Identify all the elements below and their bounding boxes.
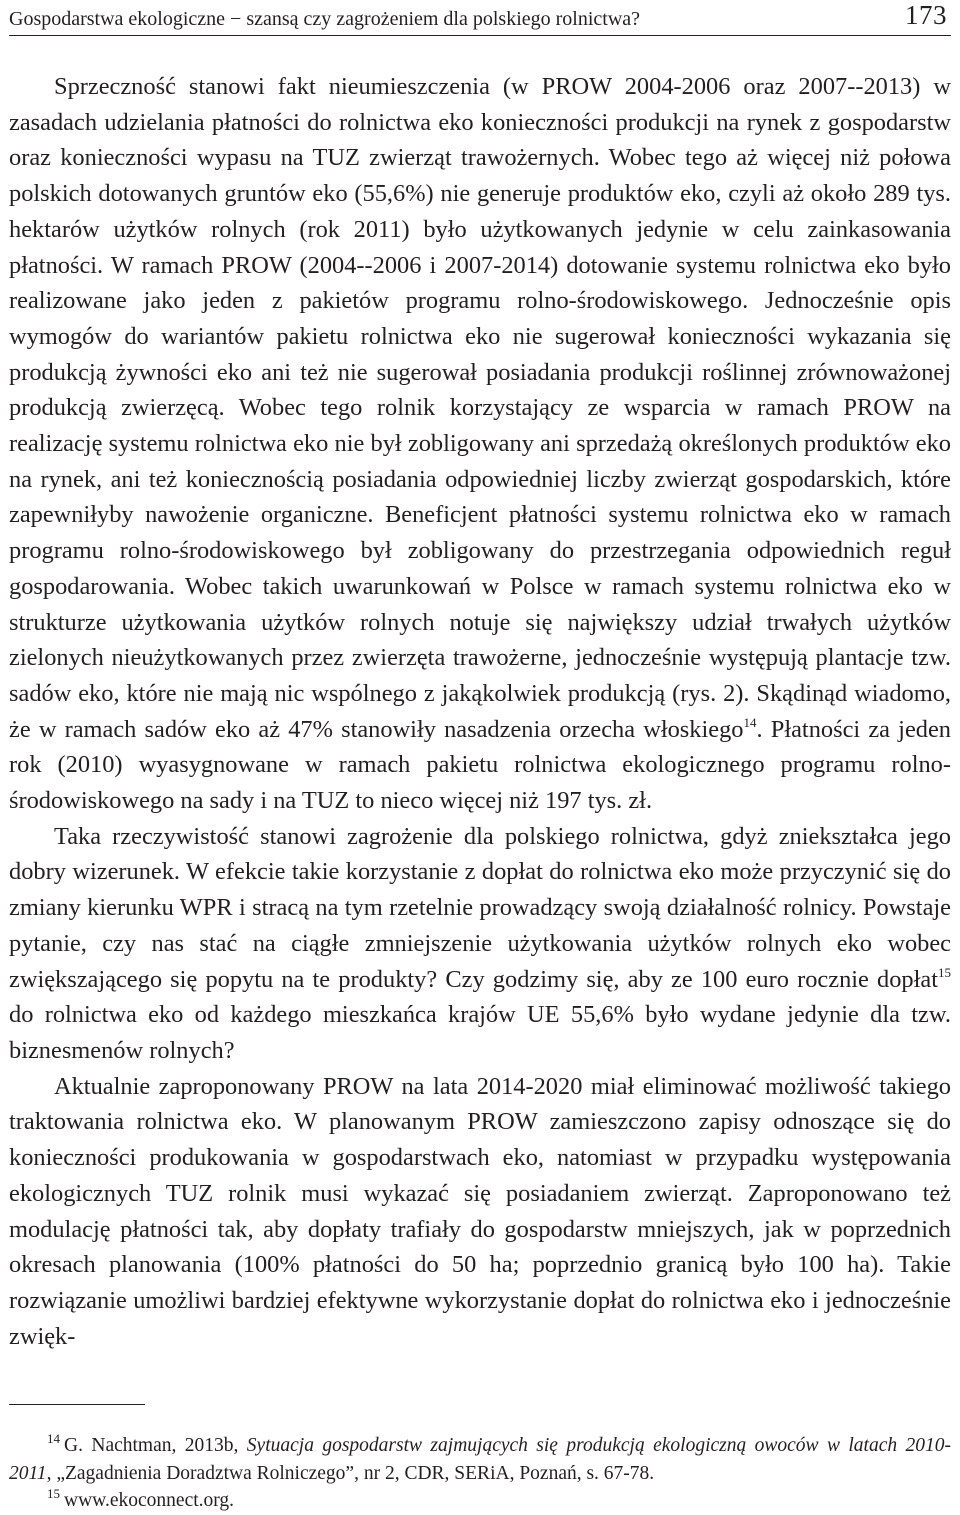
paragraph-3: Aktualnie zaproponowany PROW na lata 2014-2020 miał eliminować możliwość takiego traktowania rolnictwa eko. W planowanym PROW zamieszczono zapisy odnoszące się do konieczności produkowania w gospodarstwach eko, natomiast w przypadku występowania ekologicznych TUZ rolnik musi wykazać się posiadaniem zwierząt. Zaproponowano też modulację płatności tak, aby dopłaty trafiały do gospodarstw mniejszych, jak w poprzednich okresach planowania (100% płatności do 50 ha; poprzednio granicą było 100 ha). Takie rozwiązanie umożliwi bardziej efektywne wykorzystanie dopłat do rolnictwa eko i jednocześnie zwięk-: [9, 1072, 951, 1350]
paragraph-1-text-b: . Płatności za jeden rok (2010) wyasygnowane w ramach pakietu rolnictwa ekologicznego programu rolno-środowiskowego na sady i na TUZ to nieco więcej niż 197 tys. zł.: [9, 715, 951, 815]
footnote-14-title: Sytuacja gospodarstw zajmujących się produkcją ekologiczną owoców w latach 2010-2011: [9, 1435, 952, 1485]
footnote-15-number: 15: [47, 1486, 60, 1502]
footnote-14-number: 14: [47, 1431, 60, 1447]
running-title: Gospodarstwa ekologiczne − szansą czy zagrożeniem dla polskiego rolnictwa?: [9, 8, 641, 30]
footnotes: [9, 1432, 951, 1515]
footnote-15-text: www.ekoconnect.org.: [64, 1490, 235, 1512]
running-header: [9, 0, 951, 36]
footnote-ref-14: 14: [743, 714, 757, 730]
paragraph-1-text-a: Sprzeczność stanowi fakt nieumieszczenia (w PROW 2004-2006 oraz 2007--2013) w zasadach udzielania płatności do rolnictwa eko konieczności produkcji na rynek z gospodarstw oraz konieczności wypasu na TUZ zwierząt trawożernych. Wobec tego aż więcej niż połowa polskich dotowanych gruntów eko (55,6%) nie generuje produktów eko, czyli aż około 289 tys. hektarów użytków rolnych (rok 2011) było użytkowanych jedynie w celu zainkasowania płatności. W ramach PROW (2004--2006 i 2007-2014) dotowanie systemu rolnictwa eko było realizowane jako jeden z pakietów programu rolno-środowiskowego. Jednocześnie opis wymogów do wariantów pakietu rolnictwa eko nie sugerował konieczności wykazania się produkcją żywności eko ani też nie sugerował posiadania produkcji roślinnej zrównoważonej produkcją zwierzęcą. Wobec tego rolnik korzystający ze wsparcia w ramach PROW na realizację systemu rolnictwa eko nie był zobligowany ani sprzedażą określonych produktów eko na rynek, ani też koniecznością posiadania odpowiedniej liczby zwierząt gospodarskich, które zapewniłyby nawożenie organiczne. Beneficjent płatności systemu rolnictwa eko w ramach programu rolno-środowiskowego był zobligowany do przestrzegania odpowiednich reguł gospodarowania. Wobec takich uwarunkowań w Polsce w ramach systemu rolnictwa eko w strukturze użytkowania użytków rolnych notuje się największy udział trwałych użytków zielonych nieużytkowanych przez zwierzęta trawożerne, jednocześnie występują plantacje tzw. sadów eko, które nie mają nic wspólnego z jakąkolwiek produkcją (rys. 2). Skądinąd wiadomo, że w ramach sadów eko aż 47% stanowiły nasadzenia orzecha włoskiego: [9, 73, 951, 743]
paragraph-2-text-b: do rolnictwa eko od każdego mieszkańca krajów UE 55,6% było wydane jedynie dla tzw. biznesmenów rolnych?: [9, 1001, 951, 1064]
paragraph-2: [9, 819, 951, 1069]
footnote-14: [9, 1432, 951, 1487]
paragraph-2-text-a: Taka rzeczywistość stanowi zagrożenie dla polskiego rolnictwa, gdyż zniekształca jego dobry wizerunek. W efekcie takie korzystanie z dopłat do rolnictwa eko może przyczynić się do zmiany kierunku WPR i stracą na tym rzetelnie prowadzący swoją działalność rolnicy. Powstaje pytanie, czy nas stać na ciągłe zmniejszenie użytkowania użytków rolnych eko wobec zwiększającego się popytu na te produkty? Czy godzimy się, aby ze 100 euro rocznie dopłat: [9, 822, 951, 993]
footnote-14-text-b: , „Zagadnienia Doradztwa Rolniczego”, nr 2, CDR, SERiA, Poznań, s. 67-78.: [46, 1463, 655, 1485]
footnote-15: [9, 1487, 951, 1515]
paragraph-1: [9, 69, 951, 819]
page-number: 173: [905, 0, 947, 30]
footnote-separator: [9, 1404, 145, 1405]
footnote-14-text-a: G. Nachtman, 2013b,: [64, 1435, 247, 1457]
footnote-ref-15: 15: [938, 964, 951, 980]
body-text: [9, 69, 951, 1354]
